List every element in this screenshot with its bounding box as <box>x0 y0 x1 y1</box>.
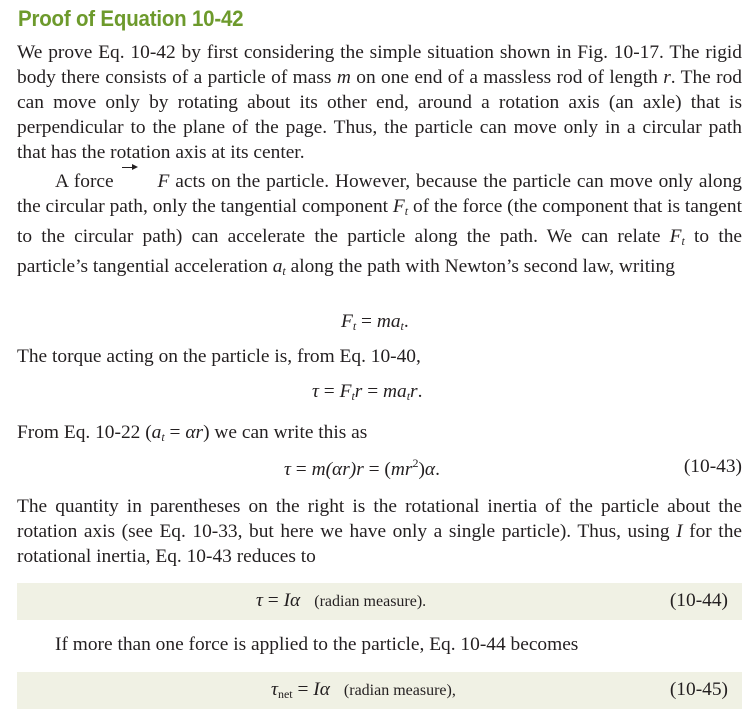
equation-term: m(αr)r <box>311 459 364 480</box>
subscript-t: t <box>282 264 286 278</box>
paragraph-4-text-b: ) we can write this as <box>203 422 368 443</box>
equation-period: . <box>417 381 423 402</box>
paragraph-5 <box>17 494 742 569</box>
paragraph-2-text-c: of the force (the component that is tangent to the circular path) can accelerate the particle along the path. We can relate <box>17 196 742 247</box>
equals-sign: = <box>262 590 284 611</box>
equation-term: αr <box>185 422 204 443</box>
tangential-acceleration-symbol: a <box>272 256 283 277</box>
equation-period: . <box>403 311 409 332</box>
length-symbol: r <box>663 67 671 88</box>
equation-10-43 <box>284 456 440 481</box>
equation-term: ma <box>376 311 401 332</box>
tangential-force-symbol: F <box>392 196 405 217</box>
section-heading: Proof of Equation 10-42 <box>18 6 244 31</box>
equals-sign: = <box>290 459 312 480</box>
equation-box-10-45 <box>17 672 742 709</box>
equation-term: ma <box>382 381 407 402</box>
subscript-t: t <box>400 319 404 333</box>
torque-symbol: τ <box>312 381 319 402</box>
subscript-t: t <box>681 234 685 248</box>
radian-measure-note: (radian measure). <box>314 593 427 610</box>
alpha-symbol: α <box>424 459 436 480</box>
subscript-t: t <box>352 319 357 333</box>
paragraph-2-text-a: A force <box>55 171 120 192</box>
equation-torque <box>312 381 422 404</box>
equals-sign: = <box>362 381 383 402</box>
inertia-symbol: I <box>676 521 683 542</box>
close-paren: ) <box>418 459 425 480</box>
equals-sign: = <box>292 679 314 700</box>
subscript-t: t <box>406 389 411 403</box>
paragraph-2-text-b: acts on the particle. However, because the particle can move only along the circular path, only the tangential component <box>17 171 742 217</box>
mass-symbol: m <box>336 67 351 88</box>
torque-symbol: τ <box>256 590 263 611</box>
paragraph-2-text-d: to the particle’s tangential acceleration <box>17 226 743 277</box>
equation-term: r <box>354 381 363 402</box>
equation-term: a <box>151 422 162 443</box>
equation-number-10-43: (10-43) <box>683 456 742 477</box>
subscript-net: net <box>277 687 293 701</box>
paragraph-2 <box>17 169 742 284</box>
equation-term: F <box>339 381 352 402</box>
paragraph-1-text-a: We prove Eq. 10-42 by first considering the simple situation shown in Fig. 10-17. The rigid body there consists of a particle of mass <box>17 42 742 88</box>
torque-symbol: τ <box>271 679 278 700</box>
superscript-2: 2 <box>412 456 419 470</box>
equals-sign: = <box>318 381 340 402</box>
subscript-t: t <box>404 204 409 218</box>
equals-sign: = ( <box>363 459 391 480</box>
equation-10-44 <box>256 590 426 612</box>
force-vector-symbol: F <box>120 169 170 194</box>
tangential-force-symbol: F <box>669 226 682 247</box>
paragraph-1-text-c: . The rod can move only by rotating about its other end, around a rotation axis (an axle) that is perpendicular to the plane of the page. Thus, the particle can move only in a circular path that has the rotation axis at its center. <box>17 67 742 163</box>
subscript-t: t <box>161 430 165 444</box>
equation-number-10-44: (10-44) <box>669 590 728 611</box>
paragraph-4-text-a: From Eq. 10-22 ( <box>17 422 152 443</box>
paragraph-2-text-e: along the path with Newton’s second law, writing <box>285 256 675 277</box>
paragraph-3: The torque acting on the particle is, from Eq. 10-40, <box>17 346 421 367</box>
paragraph-5-text-b: for the rotational inertia, Eq. 10-43 reduces to <box>17 521 742 567</box>
subscript-t: t <box>351 389 355 403</box>
equation-term: F <box>341 311 353 332</box>
equation-number-10-45: (10-45) <box>669 679 728 700</box>
equation-period: . <box>435 459 440 480</box>
torque-symbol: τ <box>284 459 291 480</box>
paragraph-4 <box>17 420 742 450</box>
equation-term: mr <box>390 459 413 480</box>
paragraph-5-text-a: The quantity in parentheses on the right is the rotational inertia of the particle about the rotation axis (see Eq. 10-33, but here we have only a single particle). Thus, using <box>17 496 742 542</box>
paragraph-1-text-b: on one end of a massless rod of length <box>350 67 664 88</box>
equation-newton <box>341 311 409 334</box>
paragraph-1 <box>17 40 742 165</box>
equation-term: Iα <box>283 590 301 611</box>
equation-box-10-44 <box>17 583 742 620</box>
equation-10-45 <box>271 679 456 702</box>
radian-measure-note: (radian measure), <box>343 682 456 699</box>
equals-sign: = <box>356 311 377 332</box>
paragraph-6: If more than one force is applied to the particle, Eq. 10-44 becomes <box>55 634 579 655</box>
equation-term: Iα <box>313 679 330 700</box>
equals-sign: = <box>164 422 186 443</box>
equation-term: r <box>410 381 418 402</box>
